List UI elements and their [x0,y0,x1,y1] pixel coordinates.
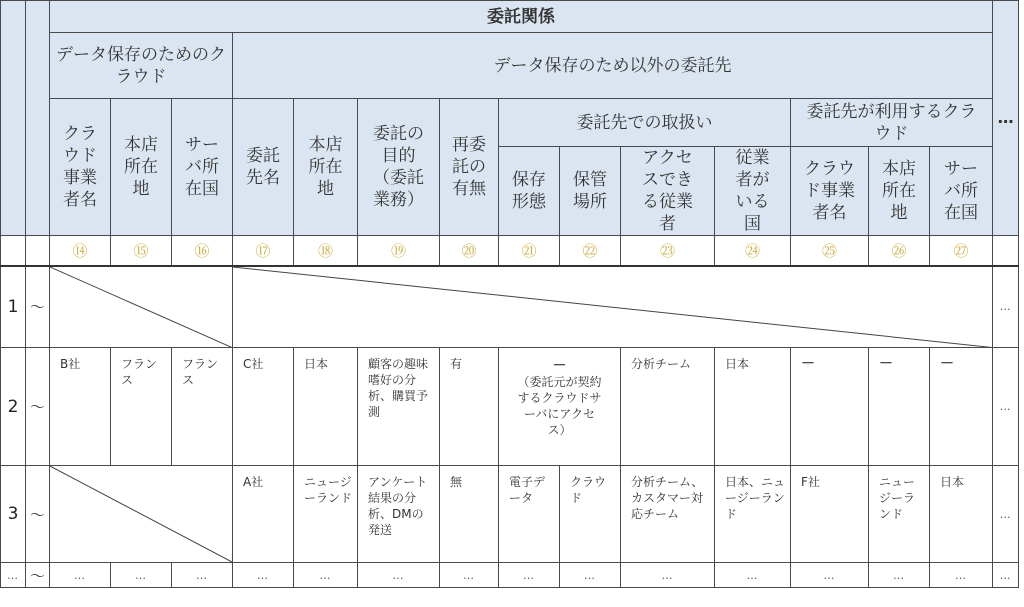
cell-c17: C社 [233,348,294,466]
cell-ellipsis: … [50,563,111,588]
header-other-delegate: データ保存のため以外の委託先 [233,33,993,99]
cell-c14: B社 [50,348,111,466]
header-c26: 本店所在地 [869,147,930,236]
cell-c16: フランス [172,348,233,466]
cell-ellipsis: … [993,563,1019,588]
header-cloud-storage: データ保存のためのクラウド [50,33,233,99]
cell-ellipsis: … [358,563,440,588]
cell-c18: ニュージーランド [294,466,358,563]
num-22: ㉒ [560,236,621,266]
num-24: ㉔ [715,236,791,266]
header-c16: サーバ所在国 [172,99,233,236]
cell-ellipsis: … [560,563,621,588]
cell-ellipsis: … [930,563,993,588]
cell-c26: ニュージーランド [869,466,930,563]
header-delegate-cloud: 委託先が利用するクラウド [791,99,993,147]
cell-c26: － [869,348,930,466]
header-c25: クラウド事業者名 [791,147,869,236]
cell-c19: アンケート結果の分析、DMの発送 [358,466,440,563]
cell-c23: 分析チーム、カスタマー対応チーム [621,466,715,563]
header-c21: 保存形態 [499,147,560,236]
cell-ellipsis: … [791,563,869,588]
cell-c27: － [930,348,993,466]
cell-note: （委託元が契約するクラウドサーバにアクセス） [517,375,602,437]
row-more: … [993,348,1019,466]
cell-ellipsis: … [111,563,172,588]
diagonal-cell [50,466,233,563]
cell-c24: 日本、ニュージーランド [715,466,791,563]
header-c20: 再委託の有無 [440,99,499,236]
header-c24: 従業者がいる国 [715,147,791,236]
diagonal-cell-wide [233,266,993,348]
cell-c21: 電子データ [499,466,560,563]
more-columns: … [993,1,1019,236]
num-blank-end [993,236,1019,266]
num-blank-2 [26,236,50,266]
cell-ellipsis: … [499,563,560,588]
num-27: ㉗ [930,236,993,266]
corner-cell-2 [26,1,50,236]
table-row [1,348,1019,466]
cell-ellipsis: … [869,563,930,588]
row-number: 1 [1,266,26,348]
cell-c25: － [791,348,869,466]
header-c22: 保管場所 [560,147,621,236]
cell-ellipsis: … [294,563,358,588]
cell-c25: F社 [791,466,869,563]
header-c18: 本店所在地 [294,99,358,236]
cell-ellipsis: … [172,563,233,588]
cell-ellipsis: … [233,563,294,588]
num-21: ㉑ [499,236,560,266]
cell-c20: 無 [440,466,499,563]
cell-ellipsis: … [440,563,499,588]
cell-ellipsis: … [715,563,791,588]
diagonal-cell [50,266,233,348]
header-c14: クラウド事業者名 [50,99,111,236]
dash-mark: － [552,358,567,374]
table-row [1,563,1019,588]
row-more: … [993,266,1019,348]
cell-c23: 分析チーム [621,348,715,466]
num-18: ⑱ [294,236,358,266]
cell-c18: 日本 [294,348,358,466]
row-number: … [1,563,26,588]
header-c15: 本店所在地 [111,99,172,236]
cell-c19: 顧客の趣味嗜好の分析、購買予測 [358,348,440,466]
num-26: ㉖ [869,236,930,266]
table-row [1,466,1019,563]
num-14: ⑭ [50,236,111,266]
table-row [1,266,1019,348]
num-20: ⑳ [440,236,499,266]
num-23: ㉓ [621,236,715,266]
cell-c20: 有 [440,348,499,466]
header-c23: アクセスできる従業者 [621,147,715,236]
row-tilde: ～ [26,348,50,466]
num-15: ⑮ [111,236,172,266]
cell-c17: A社 [233,466,294,563]
cell-c15: フランス [111,348,172,466]
cell-c27: 日本 [930,466,993,563]
header-c19: 委託の目的（委託業務） [358,99,440,236]
row-more: … [993,466,1019,563]
row-tilde: ～ [26,563,50,588]
cell-c24: 日本 [715,348,791,466]
cell-c21-22 [499,348,621,466]
diagonal-line [50,267,232,348]
header-handling: 委託先での取扱い [499,99,791,147]
row-number: 3 [1,466,26,563]
diagonal-line [50,466,232,562]
header-title: 委託関係 [50,1,993,33]
header-c27: サーバ所在国 [930,147,993,236]
num-blank [1,236,26,266]
cell-c22: クラウド [560,466,621,563]
corner-cell [1,1,26,236]
num-17: ⑰ [233,236,294,266]
diagonal-line [233,267,992,348]
cell-ellipsis: … [621,563,715,588]
row-number: 2 [1,348,26,466]
header-c17: 委託先名 [233,99,294,236]
num-19: ⑲ [358,236,440,266]
num-16: ⑯ [172,236,233,266]
num-25: ㉕ [791,236,869,266]
row-tilde: ～ [26,266,50,348]
row-tilde: ～ [26,466,50,563]
